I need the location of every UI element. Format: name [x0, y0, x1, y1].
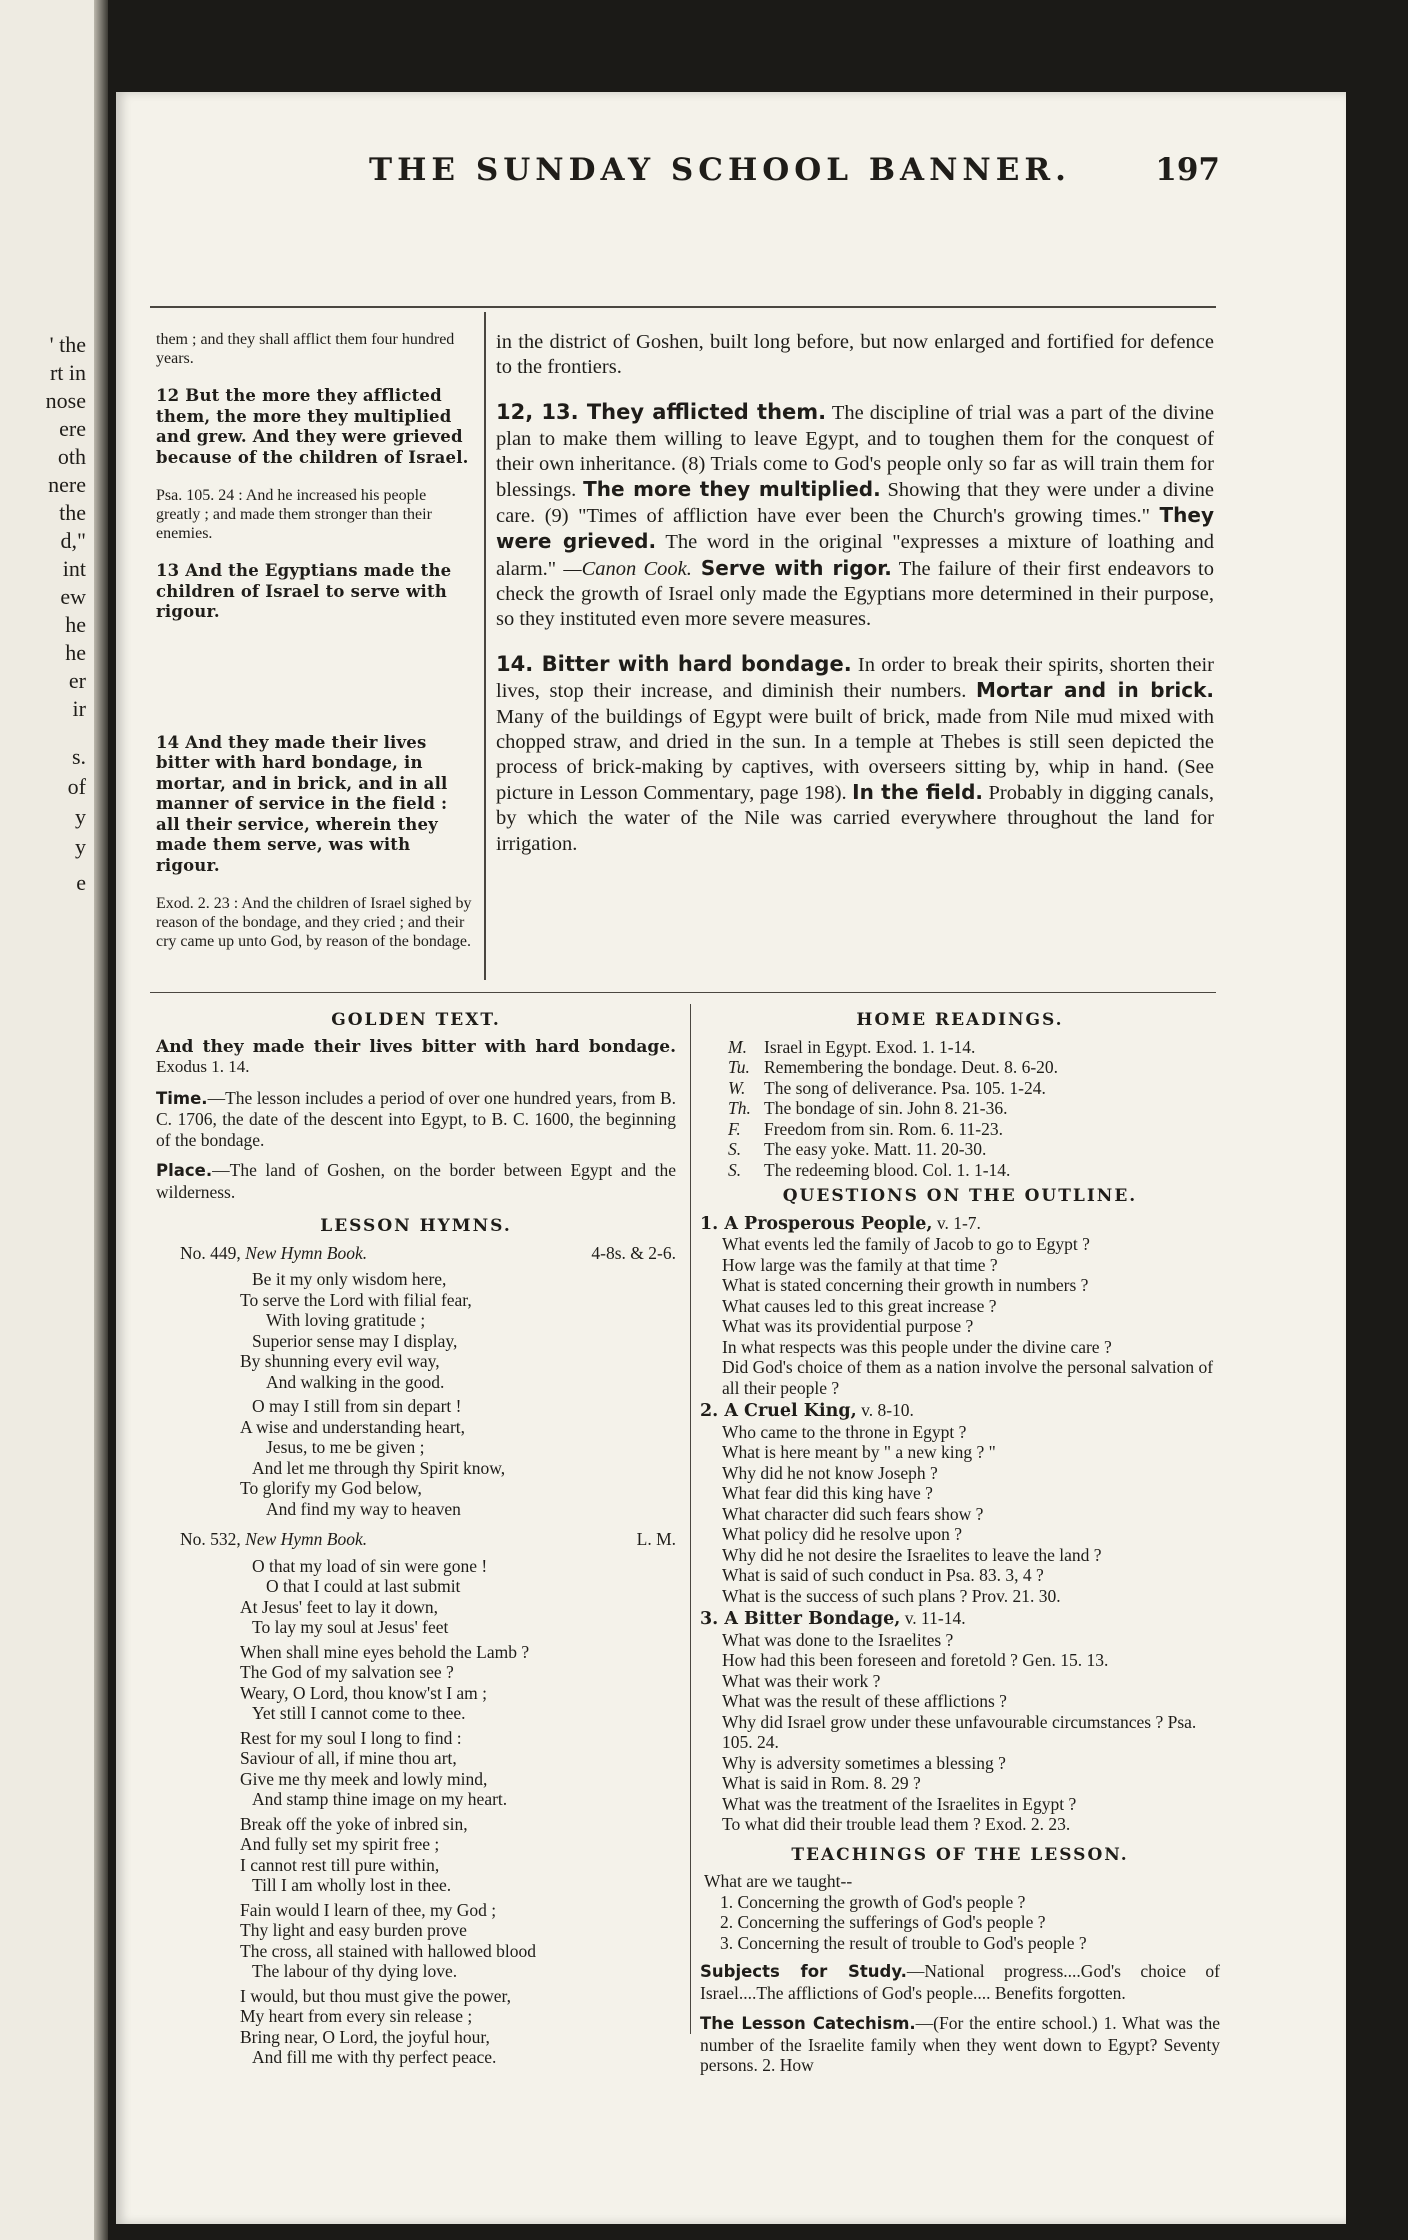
home-reading-item: [728, 1098, 1220, 1119]
hymn-line: Be it my only wisdom here,: [252, 1269, 447, 1289]
question-group-name: 3. A Bitter Bondage,: [700, 1609, 901, 1629]
question-group-ref: v. 8-10.: [856, 1400, 914, 1420]
commentary-text: Many of the buildings of Egypt were built of brick, made from Nile mud mixed with chopped straw, and dried in the sun. In a temple at Thebes is still seen depicted the process of brick-making by captives, with overseers sitting by, whip in hand. (See picture in Lesson Commentary, page 198).: [496, 705, 1214, 805]
hymn-stanza: [156, 1728, 676, 1810]
teaching-item: 3. Concerning the result of trouble to God's people ?: [720, 1932, 1087, 1953]
place-label: Place.: [156, 1161, 213, 1180]
emphasis-phrase: The more they multiplied.: [583, 477, 881, 502]
hymn-line: Yet still I cannot come to thee.: [252, 1703, 466, 1723]
edge-fragment: s.: [71, 744, 86, 769]
hymn-line: Saviour of all, if mine thou art,: [240, 1748, 457, 1768]
question-group-title: [700, 1400, 1220, 1422]
edge-fragment: oth: [57, 444, 86, 469]
home-reading-item: [728, 1160, 1220, 1181]
study-column: [700, 1010, 1220, 2086]
question: What character did such fears show ?: [722, 1503, 984, 1524]
golden-text-heading: GOLDEN TEXT.: [331, 1010, 501, 1030]
home-readings-list: [700, 1037, 1220, 1181]
question-group: [700, 1608, 1220, 1835]
hymn-line: When shall mine eyes behold the Lamb ?: [240, 1641, 530, 1662]
hymn-line: With loving gratitude ;: [266, 1310, 426, 1330]
emphasis-phrase: Serve with rigor.: [691, 555, 892, 580]
hymn-book: New Hymn Book.: [245, 1242, 368, 1263]
time-label: Time.: [156, 1088, 208, 1108]
scripture-passage: 14 And they made their lives bitter with hard bondage, in mortar, and in brick, and in all manner of service in the field : all their service, wherein they made them serve, was with rigour.: [156, 732, 448, 875]
reading-text: Freedom from sin. Rom. 6. 11-23.: [764, 1118, 1003, 1139]
hymn-line: To glorify my God below,: [240, 1478, 422, 1498]
reading-day: F.: [728, 1118, 741, 1139]
question: What was done to the Israelites ?: [722, 1629, 954, 1650]
hymn-line: I cannot rest till pure within,: [240, 1854, 440, 1875]
lesson-info-column: [156, 1010, 676, 2072]
question: What is here meant by " a new king ? ": [722, 1442, 996, 1462]
edge-fragment: ew: [60, 584, 86, 609]
catechism-label: The Lesson Catechism.: [700, 2014, 916, 2033]
adjacent-page-edge: [0, 0, 108, 2240]
question-group-name: 1. A Prosperous People,: [700, 1213, 933, 1234]
question-group-ref: v. 1-7.: [932, 1212, 981, 1233]
verse-heading: 14. Bitter with hard bondage.: [496, 652, 852, 677]
question: Who came to the throne in Egypt ?: [722, 1421, 967, 1442]
teaching-item: 2. Concerning the sufferings of God's people ?: [720, 1912, 1046, 1932]
hymn-line: To serve the Lord with filial fear,: [240, 1289, 472, 1310]
question-group: [700, 1400, 1220, 1606]
edge-fragment: ' the: [49, 332, 86, 357]
teaching-item: 1. Concerning the growth of God's people ?: [720, 1891, 1026, 1912]
hymn-number: No. 449,: [180, 1242, 241, 1263]
reading-day: S.: [728, 1159, 742, 1180]
question: What fear did this king have ?: [722, 1483, 933, 1503]
commentary-paragraph: [496, 330, 1214, 380]
question: What is the success of such plans ? Prov. 21. 30.: [722, 1585, 1061, 1606]
reading-text: The bondage of sin. John 8. 21-36.: [764, 1098, 1008, 1118]
edge-fragment: rt in: [49, 360, 86, 385]
commentary-paragraph: [496, 652, 1214, 857]
question: To what did their trouble lead them ? Exod. 2. 23.: [722, 1814, 1071, 1834]
hymn-line: Fain would I learn of thee, my God ;: [240, 1899, 497, 1920]
home-reading-item: [728, 1037, 1220, 1058]
hymn-line: O that I could at last submit: [266, 1576, 461, 1596]
catechism-note: [700, 2013, 1220, 2076]
commentary-text: in the district of Goshen, built long before, but now enlarged and fortified for defence to the frontiers.: [496, 331, 1214, 379]
scripture-column: [156, 330, 474, 969]
time-text: —The lesson includes a period of over one hundred years, from B. C. 1706, the date of the descent into Egypt, to B. C. 1600, the beginning of the bondage.: [156, 1087, 676, 1150]
subjects-text: —National progress....God's choice of Israel....The afflictions of God's people.... Benefits forgotten.: [700, 1961, 1220, 2003]
hymn-line: Weary, O Lord, thou know'st I am ;: [240, 1682, 488, 1703]
hymn-line: O may I still from sin depart !: [252, 1396, 462, 1416]
home-readings-heading: HOME READINGS.: [856, 1010, 1064, 1030]
question: Why did he not know Joseph ?: [722, 1462, 938, 1483]
reading-text: The redeeming blood. Col. 1. 1-14.: [764, 1159, 1011, 1180]
hymn-id: [180, 1243, 367, 1264]
hymn-meter: L. M.: [636, 1529, 676, 1549]
questions-heading: QUESTIONS ON THE OUTLINE.: [782, 1186, 1138, 1206]
question-group-title: [700, 1213, 1220, 1235]
hymn-line: To lay my soul at Jesus' feet: [252, 1617, 449, 1637]
edge-fragment: int: [62, 556, 86, 581]
hymns-heading: LESSON HYMNS.: [320, 1216, 512, 1236]
time-note: [156, 1088, 676, 1151]
scripture-passage: 12 But the more they afflicted them, the more they multiplied and grew. And they were grieved because of the children of Israel.: [156, 386, 469, 467]
edge-fragment: er: [68, 668, 86, 693]
hymn-line: Break off the yoke of inbred sin,: [240, 1813, 468, 1834]
hymn-line: Thy light and easy burden prove: [240, 1920, 467, 1940]
edge-fragment: y: [75, 804, 86, 829]
commentary-text: Showing that they were under a divine care. (9) "Times of affliction have ever been the Church's growing times.": [496, 479, 1214, 528]
emphasis-phrase: They were grieved.: [496, 503, 1214, 554]
hymn-stanza: [156, 1814, 676, 1896]
commentary-text: The word in the original "expresses a mixture of loathing and alarm.": [496, 531, 1215, 580]
edge-fragment: of: [67, 774, 86, 799]
home-reading-item: [728, 1119, 1220, 1140]
emphasis-phrase: In the field.: [852, 780, 984, 805]
question: What is stated concerning their growth in numbers ?: [722, 1275, 1089, 1295]
hymn-line: And walking in the good.: [266, 1371, 445, 1392]
question-group-ref: v. 11-14.: [900, 1608, 966, 1628]
hymn-stanza: [156, 1269, 676, 1392]
question: What was its providential purpose ?: [722, 1316, 974, 1336]
header-rule: [150, 306, 1216, 308]
edge-fragment: ere: [59, 416, 86, 441]
reading-text: Remembering the bondage. Deut. 8. 6-20.: [764, 1057, 1059, 1077]
hymn-line: I would, but thou must give the power,: [240, 1985, 512, 2006]
questions-list: [700, 1213, 1220, 1835]
edge-fragment: ir: [72, 696, 86, 721]
book-gutter: [94, 0, 108, 2240]
question: Why did Israel grow under these unfavourable circumstances ? Psa. 105. 24.: [722, 1711, 1197, 1752]
commentary-text: Probably in digging canals, by which the water of the Nile was carried everywhere throughout the land for irrigation.: [496, 782, 1214, 855]
reading-text: Israel in Egypt. Exod. 1. 1-14.: [764, 1036, 976, 1057]
question: What events led the family of Jacob to go to Egypt ?: [722, 1234, 1090, 1254]
question: What was the result of these afflictions ?: [722, 1691, 1007, 1711]
question: How large was the family at that time ?: [722, 1254, 998, 1275]
hymn-book: New Hymn Book.: [245, 1529, 368, 1549]
reading-day: Th.: [728, 1098, 751, 1118]
hymn-line: And find my way to heaven: [266, 1498, 461, 1519]
hymn-line: O that my load of sin were gone !: [252, 1555, 488, 1576]
hymn-line: Bring near, O Lord, the joyful hour,: [240, 2026, 490, 2047]
edge-fragment: d,": [60, 528, 86, 553]
verse-heading: 12, 13. They afflicted them.: [496, 400, 827, 425]
commentary-paragraph: [496, 400, 1214, 632]
hymn-line: And stamp thine image on my heart.: [252, 1789, 508, 1809]
place-note: [156, 1160, 676, 1202]
subjects-label: Subjects for Study.: [700, 1962, 907, 1981]
reading-day: Tu.: [728, 1057, 750, 1077]
column-divider-lower: [690, 1004, 691, 2034]
question-group-name: 2. A Cruel King,: [700, 1401, 857, 1421]
scripture-passage: 13 And the Egyptians made the children of Israel to serve with rigour.: [156, 561, 452, 621]
question: What is said of such conduct in Psa. 83. 3, 4 ?: [722, 1565, 1044, 1585]
commentary-text: The failure of their first endeavors to check the growth of Israel only made the Egyptians more determined in their purpose, so they instituted even more severe measures.: [496, 557, 1214, 631]
home-reading-item: [728, 1139, 1220, 1160]
teachings-intro: What are we taught--: [704, 1871, 853, 1891]
reading-day: S.: [728, 1139, 742, 1159]
hymn-line: Jesus, to me be given ;: [266, 1437, 425, 1457]
question: Why is adversity sometimes a blessing ?: [722, 1752, 1006, 1773]
commentary-column: [496, 330, 1214, 877]
edge-fragment: he: [65, 612, 86, 637]
hymn-id: [180, 1529, 367, 1550]
edge-fragment: nose: [45, 388, 86, 413]
question: What is said in Rom. 8. 29 ?: [722, 1773, 921, 1793]
hymns-list: [156, 1243, 676, 2068]
hymn-line: At Jesus' feet to lay it down,: [240, 1596, 439, 1617]
hymn-stanza: [156, 1396, 676, 1519]
hymn-stanza: [156, 1986, 676, 2068]
subjects-note: [700, 1961, 1220, 2003]
citation: —Canon Cook.: [563, 557, 692, 580]
question: How had this been foreseen and foretold ? Gen. 15. 13.: [722, 1650, 1109, 1670]
reading-text: The easy yoke. Matt. 11. 20-30.: [764, 1139, 987, 1159]
edge-fragment: the: [59, 500, 86, 525]
teachings-list: [700, 1892, 1220, 1954]
hymn-line: And fill me with thy perfect peace.: [252, 2047, 497, 2067]
commentary-text: In order to break their spirits, shorten their lives, stop their increase, and diminish their numbers.: [496, 654, 1214, 703]
golden-text: [156, 1037, 676, 1078]
golden-text-verse: And they made their lives bitter with hard bondage.: [156, 1036, 676, 1057]
hymn-line: By shunning every evil way,: [240, 1351, 440, 1371]
hymn-stanza: [156, 1642, 676, 1724]
scripture-passage: them ; and they shall afflict them four hundred years.: [156, 331, 455, 367]
hymn-header: [156, 1529, 676, 1550]
question: Did God's choice of them as a nation involve the personal salvation of all their people ?: [722, 1357, 1214, 1398]
teachings-heading: TEACHINGS OF THE LESSON.: [791, 1844, 1129, 1865]
scan-background: [116, 0, 1408, 92]
header-title: THE SUNDAY SCHOOL BANNER.: [369, 152, 1071, 188]
catechism-text: —(For the entire school.) 1. What was the number of the Israelite family when they went down to Egypt? Seventy persons. 2. How: [700, 2013, 1221, 2075]
question: In what respects was this people under the divine care ?: [722, 1336, 1112, 1357]
home-reading-item: [728, 1057, 1220, 1078]
hymn-line: The God of my salvation see ?: [240, 1662, 454, 1682]
emphasis-phrase: Mortar and in brick.: [976, 678, 1214, 703]
home-reading-item: [728, 1078, 1220, 1099]
page-number: 197: [1155, 152, 1220, 188]
hymn-line: Till I am wholly lost in thee.: [252, 1875, 452, 1895]
question: What policy did he resolve upon ?: [722, 1524, 963, 1544]
commentary-text: The discipline of trial was a part of the divine plan to make them willing to leave Egypt, and to toughen them for the conquest of their own inheritance. (8) Trials come to God's people only so far as will train them for blessings.: [496, 402, 1215, 502]
hymn-stanza: [156, 1556, 676, 1638]
hymn-line: My heart from every sin release ;: [240, 2006, 473, 2026]
question: What causes led to this great increase ?: [722, 1295, 997, 1316]
hymn-line: And let me through thy Spirit know,: [252, 1457, 506, 1478]
reading-day: M.: [728, 1036, 747, 1057]
hymn-header: [156, 1243, 676, 1264]
reading-day: W.: [728, 1077, 746, 1098]
scripture-passage: Exod. 2. 23 : And the children of Israel sighed by reason of the bondage, and they cried ; and their cry came up unto God, by reason of the bondage.: [156, 895, 472, 950]
question: Why did he not desire the Israelites to leave the land ?: [722, 1544, 1102, 1565]
reading-text: The song of deliverance. Psa. 105. 1-24.: [764, 1077, 1046, 1098]
scripture-passage: Psa. 105. 24 : And he increased his people greatly ; and made them stronger than their enemies.: [156, 487, 432, 542]
question-group-title: [700, 1608, 1220, 1630]
edge-fragment: he: [65, 640, 86, 665]
running-header: [220, 152, 1220, 212]
hymn-line: Give me thy meek and lowly mind,: [240, 1768, 488, 1789]
hymn-meter: 4-8s. & 2-6.: [591, 1242, 676, 1263]
place-text: —The land of Goshen, on the border between Egypt and the wilderness.: [156, 1160, 676, 1202]
hymn-line: And fully set my spirit free ;: [240, 1834, 440, 1854]
hymn-line: Rest for my soul I long to find :: [240, 1727, 462, 1748]
question-group: [700, 1213, 1220, 1399]
question: What was the treatment of the Israelites in Egypt ?: [722, 1793, 1077, 1814]
hymn-line: The labour of thy dying love.: [252, 1961, 458, 1981]
hymn-line: Superior sense may I display,: [252, 1330, 458, 1351]
hymn-number: No. 532,: [180, 1529, 241, 1549]
edge-fragment: nere: [48, 472, 86, 497]
question: What was their work ?: [722, 1670, 881, 1691]
column-divider-upper: [484, 312, 486, 980]
section-rule: [150, 992, 1216, 993]
edge-fragment: e: [76, 870, 86, 895]
hymn-stanza: [156, 1900, 676, 1982]
edge-fragment: y: [75, 834, 86, 859]
hymn-line: The cross, all stained with hallowed blood: [240, 1940, 536, 1961]
hymn-line: A wise and understanding heart,: [240, 1416, 466, 1437]
golden-text-reference: Exodus 1. 14.: [156, 1057, 250, 1076]
